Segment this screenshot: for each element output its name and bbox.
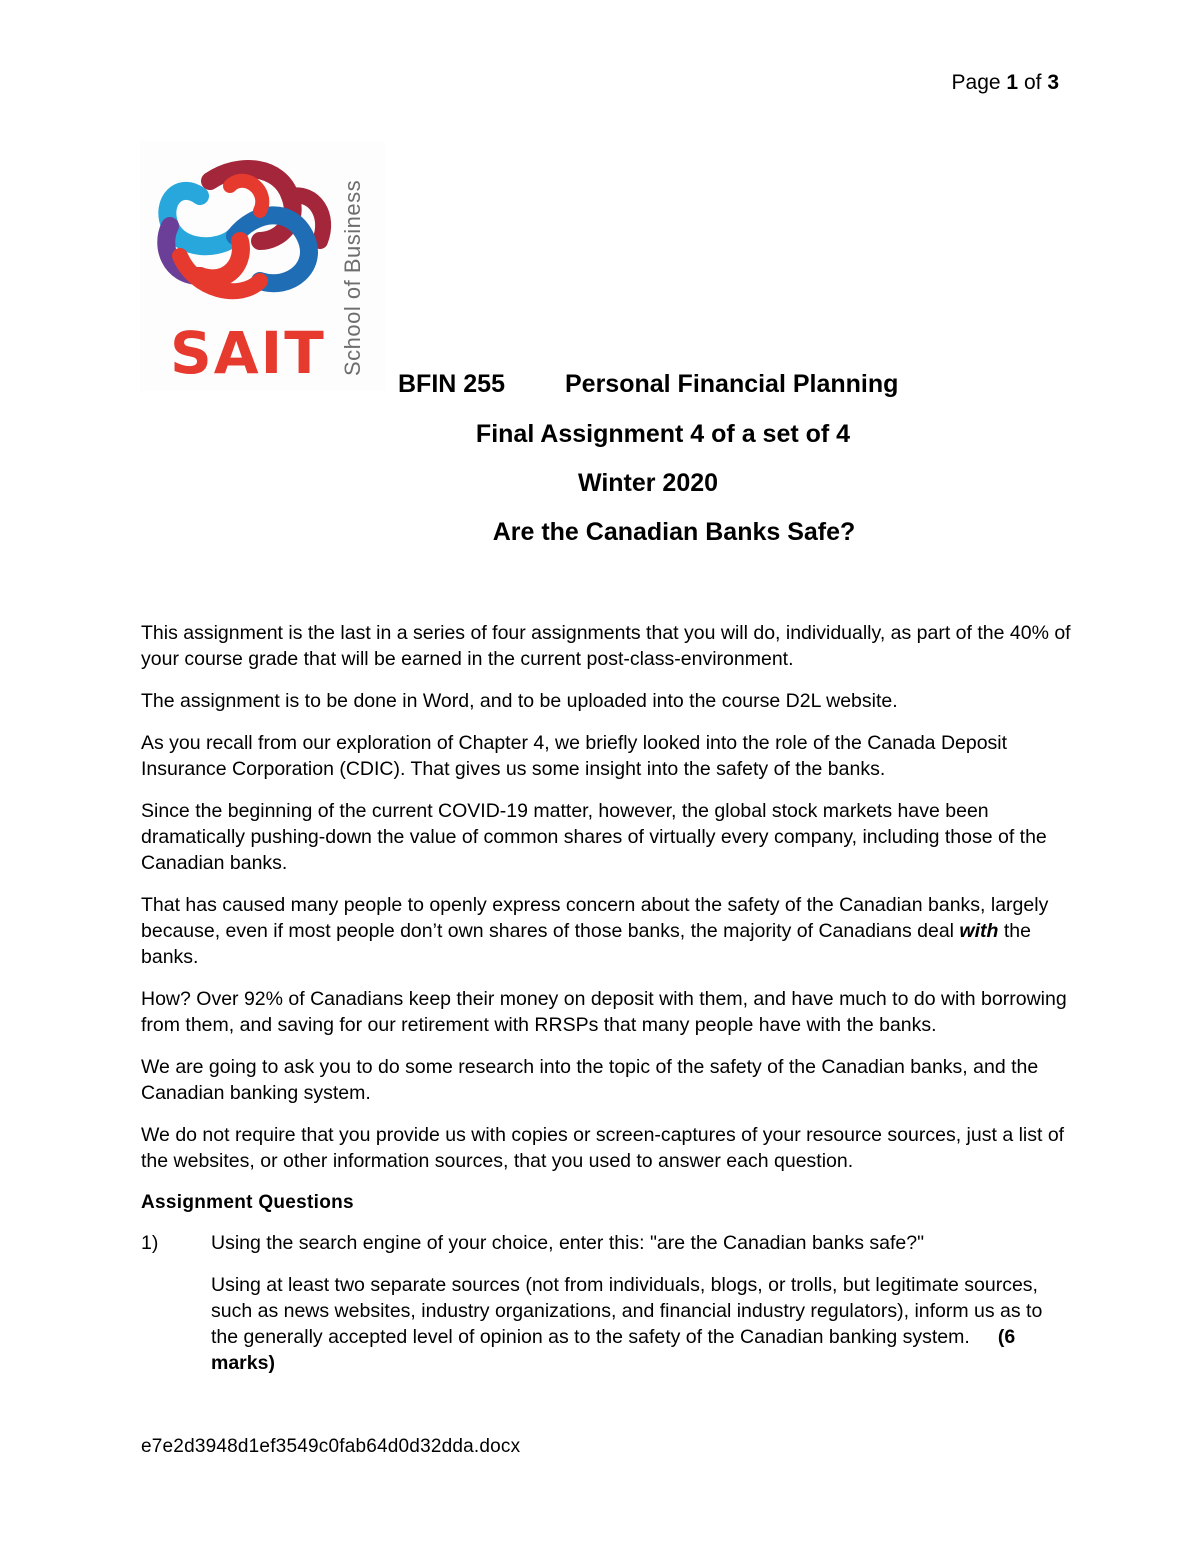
paragraph-cdic: As you recall from our exploration of Chapter 4, we briefly looked into the role of the Canada Deposit Insurance Corporation (CDIC). That gives us some insight into the safety of the banks. [141,732,1008,780]
question-1 [141,1230,1071,1256]
course-name: Personal Financial Planning [565,370,899,398]
sait-logo [140,141,385,391]
footer-filename: e7e2d3948d1ef3549c0fab64d0d32dda.docx [141,1436,521,1457]
paragraph-intro: This assignment is the last in a series of four assignments that you will do, individually, as part of the 40% of your course grade that will be earned in the current post-class-environment. [141,622,1071,670]
page-of: of [1023,71,1042,94]
questions-heading: Assignment Questions [141,1192,354,1213]
question-title: Are the Canadian Banks Safe? [492,518,856,546]
question-1-text: Using the search engine of your choice, enter this: "are the Canadian banks safe?" [211,1232,925,1254]
page-total: 3 [1047,71,1059,94]
page-label: Page [951,71,1001,94]
emphasis-with: with [959,920,999,942]
question-1-marks: (6 marks) [211,1326,1016,1374]
paragraph-concern [141,892,1071,970]
svg-text:SAIT: SAIT [170,319,326,387]
paragraph-research: We are going to ask you to do some research into the topic of the safety of the Canadian banks, and the Canadian banking system. [141,1056,1039,1104]
term-title: Winter 2020 [577,469,719,497]
paragraph-covid: Since the beginning of the current COVID-19 matter, however, the global stock markets have been dramatically pushing-down the value of common shares of virtually every company, including those of the Canadian banks. [141,800,1047,874]
svg-text:School of Business: School of Business [340,179,365,376]
course-code: BFIN 255 [398,370,505,398]
document-body [141,620,1071,1376]
question-1-detail-block [211,1272,1071,1376]
page-current: 1 [1006,71,1019,94]
sait-logo-graphic [140,141,385,391]
question-1-number: 1) [141,1232,159,1254]
page-number [952,71,1059,95]
paragraph-how: How? Over 92% of Canadians keep their money on deposit with them, and have much to do with borrowing from them, and saving for our retirement with RRSPs that many people have with the banks. [141,988,1067,1036]
paragraph-word: The assignment is to be done in Word, and to be uploaded into the course D2L website. [141,690,898,712]
question-1-detail: Using at least two separate sources (not from individuals, blogs, or trolls, but legitimate sources, such as news websites, industry organizations, and financial industry regulators), inform us as to the generally accepted level of opinion as to the safety of the Canadian banking system. [211,1274,1043,1348]
paragraph-concern-b: the banks. [141,920,1031,968]
paragraph-concern-a: That has caused many people to openly express concern about the safety of the Canadian banks, largely because, even if most people don’t own shares of those banks, the majority of Canadians deal [141,894,1049,942]
assignment-title: Final Assignment 4 of a set of 4 [475,420,851,448]
paragraph-sources: We do not require that you provide us with copies or screen-captures of your resource sources, just a list of the websites, or other information sources, that you used to answer each question. [141,1124,1065,1172]
